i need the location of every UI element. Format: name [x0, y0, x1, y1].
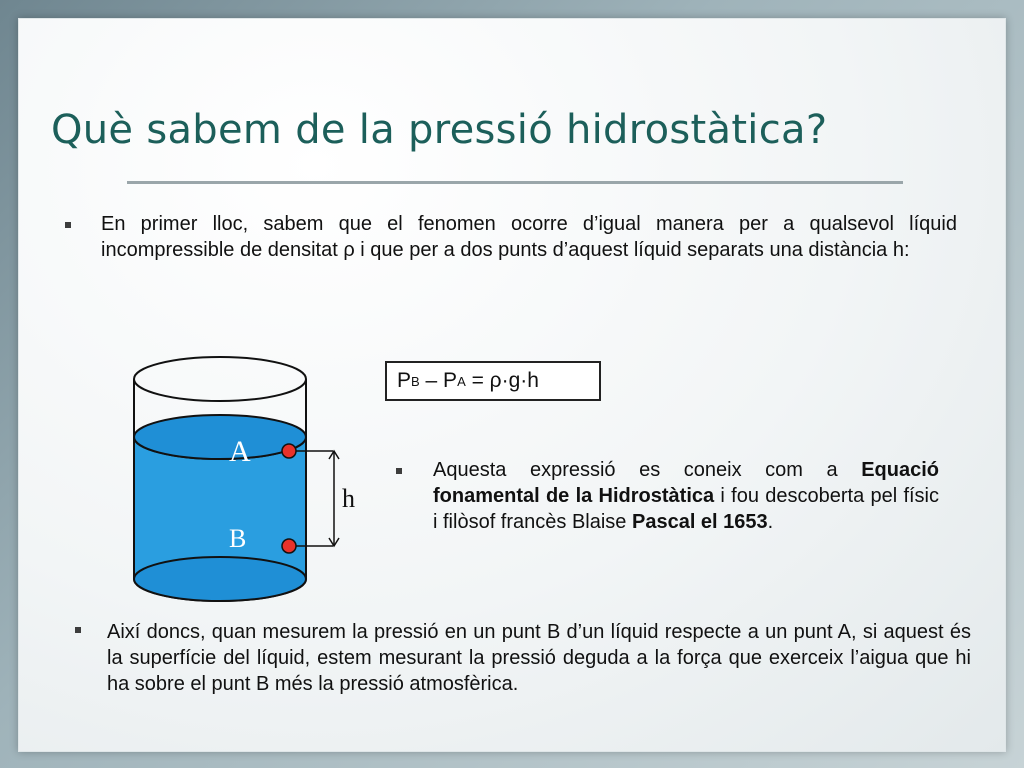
cylinder-bottom: [134, 557, 306, 601]
paragraph-equation: [433, 457, 939, 535]
formula-pa: P: [443, 369, 458, 392]
bullet-marker: [65, 222, 71, 228]
formula-pa-subscript: A: [457, 373, 466, 389]
point-b: [282, 539, 296, 553]
label-a: A: [229, 435, 251, 468]
paragraph-conclusion: Així doncs, quan mesurem la pressió en un punt B d’un líquid respecte a un punt A, si aquest és la superfície del líquid, estem mesurant la pressió deguda a la força que exerceix l’aigua que hi ha sobre el punt B més la pressió atmosfèrica.: [107, 621, 971, 695]
cylinder-diagram: [129, 329, 389, 609]
formula-minus: –: [419, 369, 444, 392]
formula-rhs: = ρ·g·h: [465, 369, 539, 392]
slide: [18, 18, 1006, 752]
paragraph-intro: En primer lloc, sabem que el fenomen ocorre d’igual manera per a qualsevol líquid incompressible de densitat ρ i que per a dos punts d’aquest líquid separats una distància h:: [101, 213, 957, 261]
water-surface: [134, 415, 306, 459]
cylinder-top-rim: [134, 357, 306, 401]
formula-pb: P: [397, 369, 412, 392]
bullet-marker: [396, 468, 402, 474]
point-a: [282, 444, 296, 458]
bullet-marker: [75, 627, 81, 633]
label-h: h: [342, 484, 355, 513]
label-b: B: [229, 524, 247, 553]
slide-title: Què sabem de la pressió hidrostàtica?: [51, 107, 828, 153]
formula-pb-subscript: B: [411, 373, 420, 389]
paragraph-equation-text-2: i fou descoberta pel físic i filòsof francès Blaise: [433, 485, 939, 533]
title-underline: [127, 181, 903, 184]
pascal-date: Pascal el 1653: [631, 511, 768, 533]
paragraph-equation-text-3: .: [767, 511, 774, 533]
paragraph-equation-text-1: Aquesta expressió es coneix com a: [433, 459, 862, 481]
formula-box: [385, 361, 601, 401]
equation-name: Equació fonamental de la Hidrostàtica: [433, 459, 939, 507]
